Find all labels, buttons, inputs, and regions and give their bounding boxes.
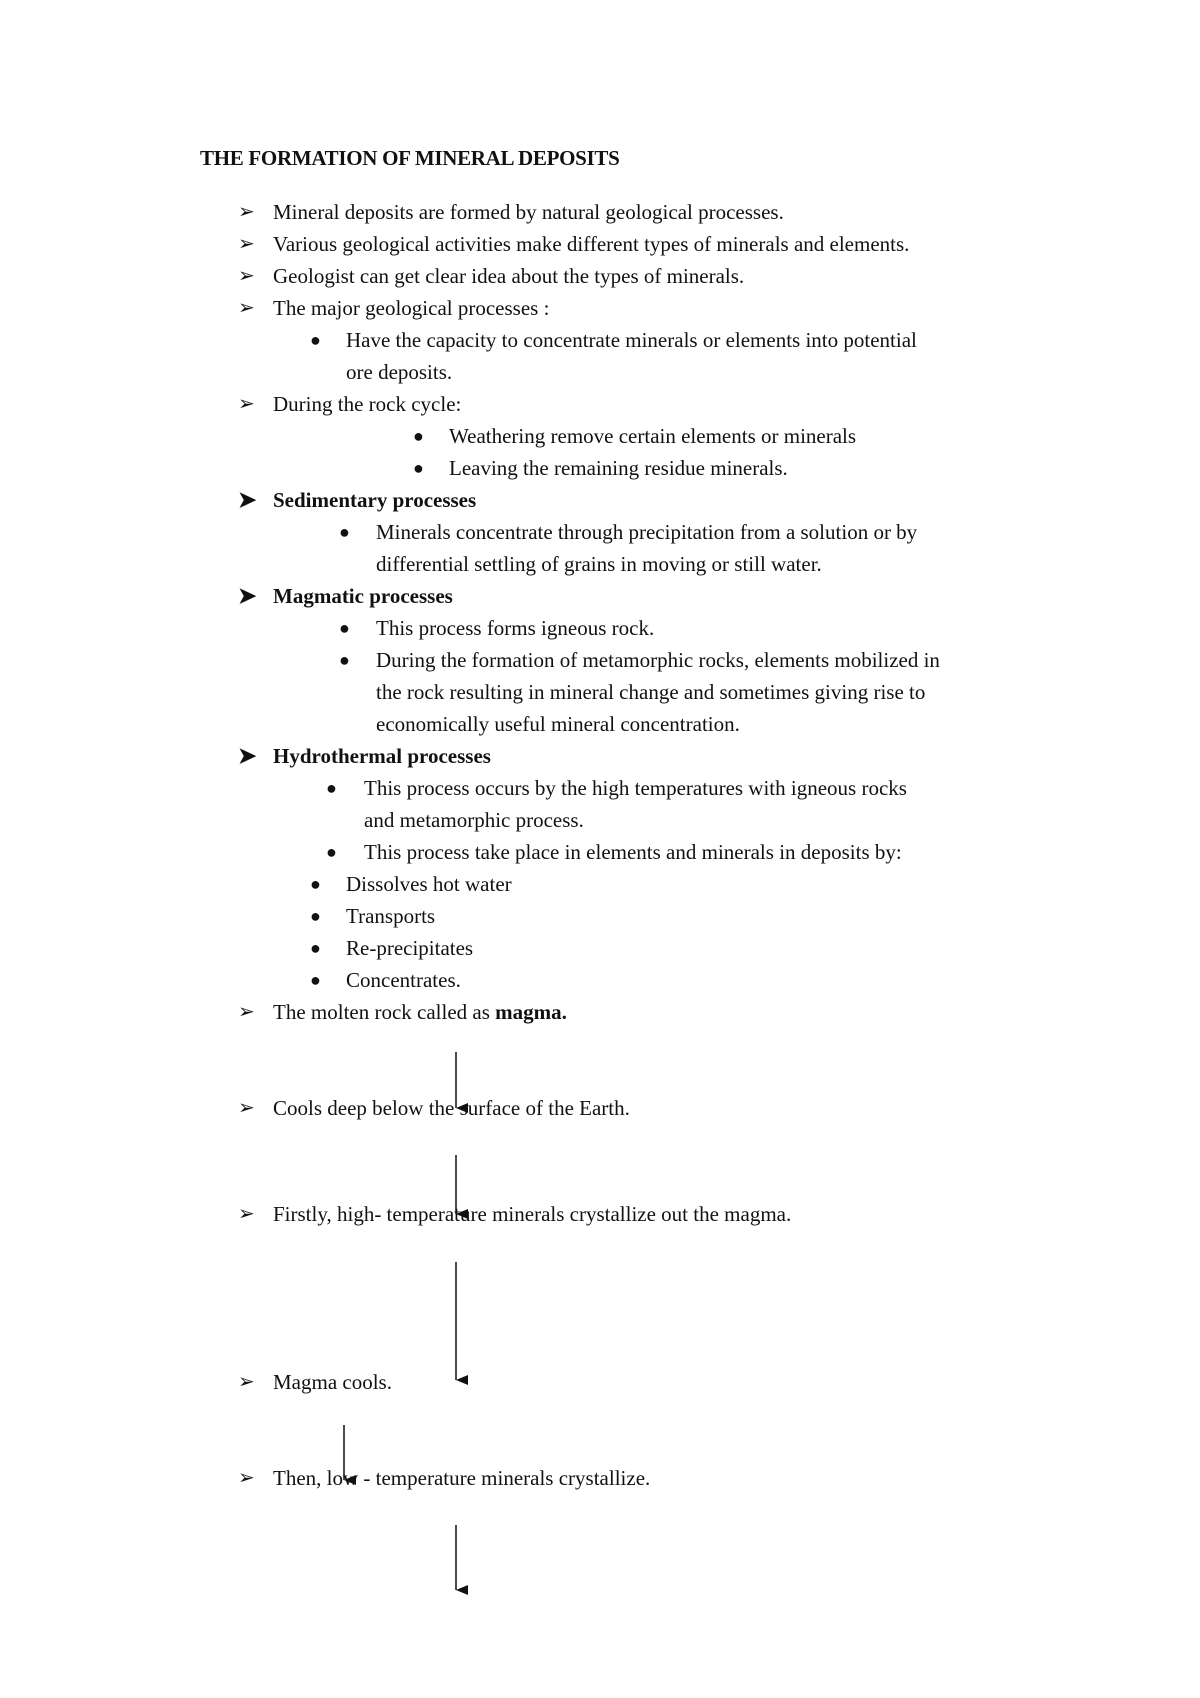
sub-list-item: Concentrates. [346,968,461,992]
arrow-bullet-icon: ➢ [238,201,255,223]
flow-step-3: Magma cools. [273,1370,392,1394]
bullet-dot-icon: ● [326,778,337,798]
bullet-dot-icon: ● [310,906,321,926]
sub-list-item: This process occurs by the high temperatures with igneous rocks [364,776,907,800]
sub-list-item-continued: and metamorphic process. [364,808,584,832]
section-heading-sedimentary: Sedimentary processes [273,488,477,512]
document-title: THE FORMATION OF MINERAL DEPOSITS [200,146,620,170]
sub-list-item: Re-precipitates [346,936,474,960]
arrow-bullet-icon: ➢ [238,265,255,287]
list-item: Various geological activities make different types of minerals and elements. [273,232,910,256]
sub-list-item: Transports [346,904,436,928]
sub-list-item: Have the capacity to concentrate minerals or elements into potential [346,328,917,352]
arrow-bullet-icon: ➤ [238,487,257,512]
arrow-bullet-icon: ➤ [238,583,257,608]
sub-list-item: Weathering remove certain elements or minerals [449,424,857,448]
bullet-dot-icon: ● [310,970,321,990]
arrow-bullet-icon: ➢ [238,1467,255,1489]
bullet-dot-icon: ● [339,522,350,542]
bullet-dot-icon: ● [310,874,321,894]
sub-list-item: Minerals concentrate through precipitation from a solution or by [376,520,918,544]
bullet-dot-icon: ● [413,458,424,478]
bullet-dot-icon: ● [413,426,424,446]
magma-term: magma. [495,1000,567,1024]
list-item: Mineral deposits are formed by natural geological processes. [273,200,784,224]
sub-list-item: Dissolves hot water [346,872,512,896]
list-item-text: The molten rock called as [273,1000,496,1024]
sub-list-item-continued: ore deposits. [346,360,453,384]
sub-list-item-continued: economically useful mineral concentration. [376,712,740,736]
bullet-dot-icon: ● [339,650,350,670]
flow-step-2: Firstly, high- temperature minerals crystallize out the magma. [273,1202,792,1226]
flow-step-4: Then, low - temperature minerals crystallize. [273,1466,651,1490]
arrow-bullet-icon: ➢ [238,233,255,255]
bullet-dot-icon: ● [339,618,350,638]
arrow-bullet-icon: ➢ [238,393,255,415]
sub-list-item: This process take place in elements and minerals in deposits by: [364,840,902,864]
list-item: Geologist can get clear idea about the types of minerals. [273,264,745,288]
bullet-dot-icon: ● [326,842,337,862]
sub-list-item: This process forms igneous rock. [376,616,655,640]
arrow-bullet-icon: ➢ [238,1203,255,1225]
sub-list-item: Leaving the remaining residue minerals. [449,456,788,480]
bullet-dot-icon: ● [310,938,321,958]
sub-list-item-continued: differential settling of grains in moving or still water. [376,552,822,576]
arrow-bullet-icon: ➤ [238,743,257,768]
list-item: The major geological processes : [273,296,550,320]
section-heading-magmatic: Magmatic processes [273,584,453,608]
list-item [273,1000,567,1024]
section-heading-hydrothermal: Hydrothermal processes [273,744,491,768]
flow-step-1: Cools deep below the surface of the Earth. [273,1096,630,1120]
list-item: During the rock cycle: [273,392,462,416]
bullet-dot-icon: ● [310,330,321,350]
sub-list-item-continued: the rock resulting in mineral change and sometimes giving rise to [376,680,926,704]
arrow-bullet-icon: ➢ [238,1371,255,1393]
sub-list-item: During the formation of metamorphic rocks, elements mobilized in [376,648,940,672]
arrow-bullet-icon: ➢ [238,1001,255,1023]
arrow-bullet-icon: ➢ [238,297,255,319]
arrow-bullet-icon: ➢ [238,1097,255,1119]
